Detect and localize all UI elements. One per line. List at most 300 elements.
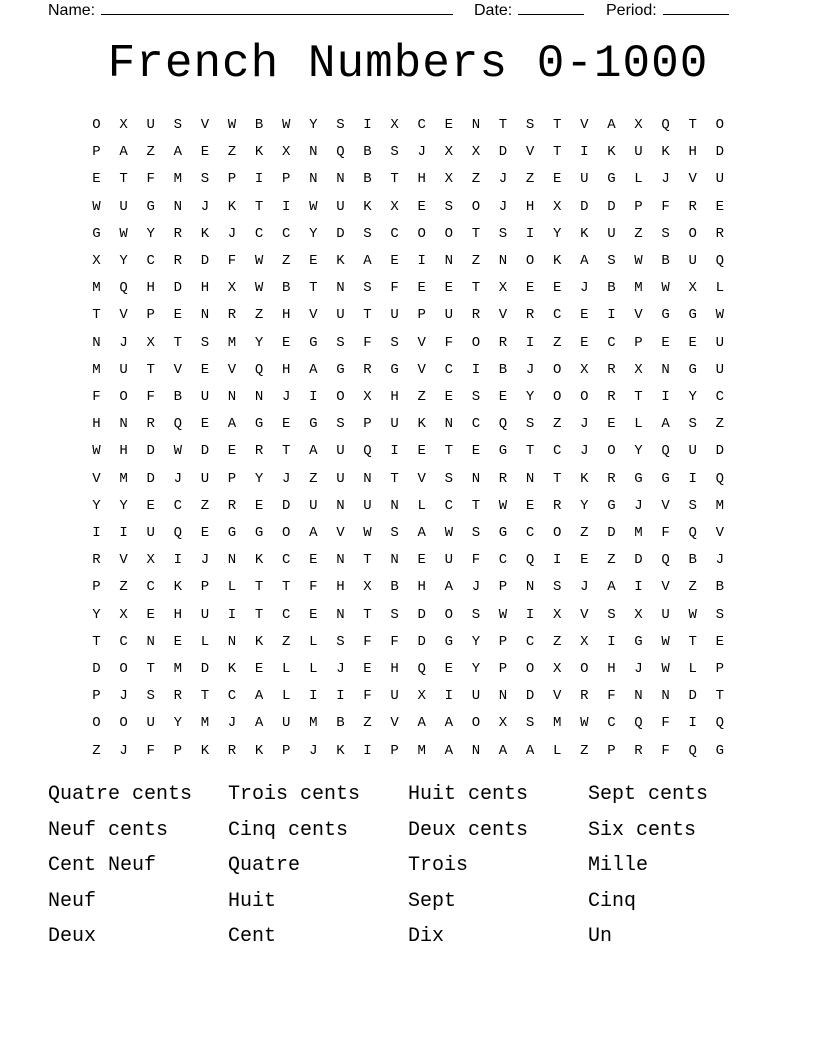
- grid-letter: I: [688, 715, 697, 732]
- grid-letter: R: [471, 307, 481, 324]
- grid-letter: Y: [634, 443, 643, 460]
- grid-letter: P: [200, 579, 210, 596]
- grid-letter: Z: [417, 389, 426, 405]
- grid-letter: X: [498, 715, 508, 732]
- grid-letter: F: [444, 334, 453, 351]
- grid-letter: D: [525, 688, 535, 705]
- grid-letter: A: [444, 715, 453, 732]
- grid-letter: O: [119, 661, 128, 677]
- grid-letter: X: [119, 606, 128, 623]
- grid-letter: E: [498, 389, 508, 405]
- grid-letter: G: [254, 525, 264, 541]
- grid-letter: L: [200, 633, 210, 650]
- grid-letter: S: [688, 416, 697, 433]
- word-bank-item: Cinq cents: [228, 818, 349, 842]
- grid-letter: N: [227, 389, 237, 405]
- grid-letter: T: [173, 334, 182, 351]
- grid-letter: E: [715, 198, 724, 215]
- grid-letter: B: [688, 552, 697, 569]
- grid-row: [83, 330, 733, 357]
- grid-letter: V: [227, 361, 237, 378]
- period-line[interactable]: [663, 0, 729, 15]
- grid-letter: Z: [715, 416, 724, 433]
- grid-letter: H: [200, 280, 210, 297]
- grid-letter: U: [444, 552, 453, 569]
- grid-row: [83, 221, 733, 248]
- grid-letter: X: [688, 280, 697, 297]
- grid-letter: T: [552, 117, 562, 133]
- grid-letter: P: [281, 742, 291, 759]
- grid-letter: U: [715, 334, 724, 351]
- grid-letter: R: [498, 470, 508, 487]
- grid-letter: U: [309, 497, 318, 514]
- grid-letter: N: [525, 579, 535, 596]
- grid-row: [83, 112, 733, 139]
- grid-letter: H: [390, 389, 399, 405]
- grid-letter: Z: [119, 579, 128, 596]
- grid-letter: G: [715, 742, 724, 759]
- grid-letter: D: [715, 443, 724, 460]
- grid-letter: T: [688, 633, 697, 650]
- grid-letter: A: [173, 144, 182, 161]
- grid-letter: S: [173, 117, 182, 133]
- grid-row: [83, 302, 733, 329]
- grid-letter: R: [173, 225, 182, 242]
- grid-letter: E: [173, 307, 182, 324]
- grid-letter: B: [607, 280, 616, 297]
- grid-letter: C: [227, 688, 237, 705]
- grid-letter: V: [498, 307, 508, 324]
- grid-letter: W: [498, 497, 508, 514]
- grid-letter: T: [309, 280, 318, 297]
- grid-letter: V: [580, 606, 589, 623]
- grid-letter: L: [417, 497, 426, 514]
- grid-letter: H: [173, 606, 182, 623]
- word-bank-item: Neuf cents: [48, 818, 169, 842]
- grid-letter: J: [580, 443, 589, 460]
- grid-letter: I: [363, 742, 372, 759]
- word-bank-item: Deux cents: [408, 818, 529, 842]
- grid-letter: E: [254, 497, 264, 514]
- grid-letter: R: [146, 416, 155, 433]
- date-label: Date:: [474, 2, 513, 19]
- grid-letter: A: [580, 253, 589, 269]
- grid-letter: N: [254, 389, 264, 405]
- word-bank-item: Sept cents: [588, 783, 709, 806]
- grid-letter: C: [552, 307, 562, 324]
- grid-letter: I: [552, 552, 562, 569]
- grid-letter: J: [119, 742, 128, 759]
- grid-letter: U: [688, 253, 697, 269]
- grid-letter: N: [444, 416, 453, 433]
- grid-letter: W: [254, 280, 264, 297]
- grid-letter: I: [119, 525, 128, 541]
- grid-letter: F: [390, 280, 399, 297]
- grid-letter: Z: [92, 742, 101, 759]
- grid-letter: C: [390, 225, 399, 242]
- grid-row: [83, 683, 733, 710]
- grid-letter: N: [390, 552, 399, 569]
- grid-letter: R: [227, 742, 237, 759]
- grid-letter: Z: [688, 579, 697, 596]
- grid-letter: E: [92, 171, 101, 188]
- grid-letter: I: [309, 389, 318, 405]
- grid-letter: Y: [309, 117, 318, 133]
- grid-letter: C: [525, 525, 535, 541]
- grid-letter: X: [119, 117, 128, 133]
- word-bank-item: Cent Neuf: [48, 854, 157, 878]
- grid-letter: Z: [552, 334, 562, 351]
- grid-letter: V: [580, 117, 589, 133]
- grid-letter: E: [200, 144, 210, 161]
- grid-letter: W: [227, 117, 237, 133]
- grid-letter: G: [661, 470, 670, 487]
- period-label: Period:: [606, 2, 657, 19]
- grid-letter: I: [580, 144, 589, 161]
- grid-letter: L: [688, 661, 697, 677]
- grid-letter: Z: [309, 470, 318, 487]
- grid-letter: X: [444, 171, 453, 188]
- name-line[interactable]: [101, 0, 453, 15]
- grid-letter: G: [227, 525, 237, 541]
- grid-letter: V: [634, 307, 643, 324]
- date-field[interactable]: [474, 0, 584, 20]
- grid-letter: C: [254, 225, 264, 242]
- grid-letter: T: [363, 552, 372, 569]
- grid-letter: K: [336, 742, 345, 759]
- grid-letter: K: [417, 416, 426, 433]
- grid-letter: U: [471, 688, 481, 705]
- grid-letter: M: [92, 361, 101, 378]
- grid-letter: V: [309, 307, 318, 324]
- grid-letter: X: [390, 117, 399, 133]
- grid-letter: P: [173, 742, 182, 759]
- grid-letter: U: [200, 470, 210, 487]
- grid-row: [83, 411, 733, 438]
- grid-letter: Q: [525, 552, 535, 569]
- grid-letter: J: [173, 470, 182, 487]
- grid-letter: I: [336, 688, 345, 705]
- grid-letter: N: [227, 633, 237, 650]
- grid-letter: G: [92, 225, 101, 242]
- grid-letter: J: [580, 579, 589, 596]
- grid-letter: E: [552, 171, 562, 188]
- grid-letter: K: [552, 253, 562, 269]
- grid-letter: Y: [92, 606, 101, 623]
- grid-letter: C: [607, 715, 616, 732]
- name-label: Name:: [48, 2, 96, 19]
- grid-letter: S: [444, 470, 453, 487]
- grid-letter: A: [607, 117, 616, 133]
- grid-letter: P: [607, 742, 616, 759]
- grid-letter: U: [607, 225, 616, 242]
- grid-letter: I: [92, 525, 101, 541]
- grid-letter: I: [661, 389, 670, 405]
- grid-letter: E: [200, 361, 210, 378]
- grid-letter: W: [444, 525, 453, 541]
- grid-letter: X: [498, 280, 508, 297]
- grid-letter: L: [281, 688, 291, 705]
- grid-letter: H: [525, 198, 535, 215]
- grid-letter: M: [200, 715, 210, 732]
- grid-letter: Y: [471, 661, 481, 677]
- grid-letter: C: [715, 389, 724, 405]
- grid-letter: O: [552, 525, 562, 541]
- grid-letter: G: [607, 171, 616, 188]
- grid-letter: V: [417, 470, 426, 487]
- grid-letter: L: [309, 633, 318, 650]
- grid-letter: Q: [634, 715, 643, 732]
- grid-letter: T: [471, 497, 481, 514]
- grid-letter: H: [607, 661, 616, 677]
- grid-letter: G: [688, 361, 697, 378]
- grid-letter: I: [254, 171, 264, 188]
- grid-letter: R: [254, 443, 264, 460]
- grid-letter: M: [119, 470, 128, 487]
- grid-letter: T: [634, 389, 643, 405]
- grid-letter: S: [471, 525, 481, 541]
- grid-letter: J: [336, 661, 345, 677]
- grid-letter: A: [444, 579, 453, 596]
- grid-letter: D: [417, 633, 426, 650]
- grid-letter: E: [254, 661, 264, 677]
- grid-letter: C: [281, 606, 291, 623]
- grid-letter: J: [471, 579, 481, 596]
- word-bank-item: Trois: [408, 854, 469, 878]
- grid-letter: G: [254, 416, 264, 433]
- grid-letter: G: [498, 443, 508, 460]
- grid-letter: N: [309, 171, 318, 188]
- grid-letter: Q: [254, 361, 264, 378]
- grid-letter: C: [417, 117, 426, 133]
- grid-letter: X: [634, 117, 643, 133]
- grid-letter: B: [715, 579, 724, 596]
- grid-letter: E: [200, 525, 210, 541]
- grid-letter: O: [417, 225, 426, 242]
- header: [0, 0, 816, 22]
- grid-letter: S: [715, 606, 724, 623]
- grid-letter: Y: [146, 225, 155, 242]
- grid-letter: O: [119, 389, 128, 405]
- grid-letter: Q: [173, 416, 182, 433]
- grid-letter: N: [336, 171, 345, 188]
- grid-letter: V: [119, 307, 128, 324]
- grid-letter: X: [92, 253, 101, 269]
- word-bank-item: Cinq: [588, 889, 637, 913]
- grid-letter: E: [580, 307, 589, 324]
- grid-letter: E: [444, 117, 453, 133]
- grid-letter: S: [200, 334, 210, 351]
- grid-letter: N: [119, 416, 128, 433]
- grid-letter: E: [146, 606, 155, 623]
- grid-letter: I: [281, 198, 291, 215]
- grid-letter: A: [254, 715, 264, 732]
- grid-letter: P: [417, 307, 426, 324]
- grid-letter: I: [363, 117, 372, 133]
- grid-letter: M: [309, 715, 318, 732]
- grid-letter: Y: [92, 497, 101, 514]
- grid-letter: T: [363, 606, 372, 623]
- grid-letter: F: [390, 633, 399, 650]
- grid-letter: I: [607, 633, 616, 650]
- word-bank-item: Quatre cents: [48, 783, 193, 806]
- grid-letter: N: [634, 688, 643, 705]
- grid-letter: O: [471, 198, 481, 215]
- grid-letter: T: [552, 470, 562, 487]
- grid-letter: M: [417, 742, 426, 759]
- grid-letter: N: [471, 742, 481, 759]
- grid-row: [83, 656, 733, 683]
- grid-letter: W: [309, 198, 318, 215]
- grid-letter: E: [173, 633, 182, 650]
- grid-letter: K: [200, 225, 210, 242]
- grid-letter: N: [498, 688, 508, 705]
- grid-letter: E: [417, 443, 426, 460]
- grid-letter: C: [281, 225, 291, 242]
- grid-letter: T: [281, 579, 291, 596]
- grid-letter: G: [444, 633, 453, 650]
- grid-letter: I: [417, 253, 426, 269]
- grid-letter: S: [363, 280, 372, 297]
- grid-letter: N: [444, 253, 453, 269]
- grid-letter: C: [119, 633, 128, 650]
- grid-letter: I: [688, 470, 697, 487]
- grid-letter: I: [471, 361, 481, 378]
- grid-letter: T: [390, 171, 399, 188]
- grid-row: [83, 574, 733, 601]
- grid-letter: F: [607, 688, 616, 705]
- grid-letter: U: [336, 443, 345, 460]
- grid-letter: P: [634, 334, 643, 351]
- grid-letter: V: [688, 171, 697, 188]
- grid-letter: R: [552, 497, 562, 514]
- grid-letter: E: [363, 661, 372, 677]
- grid-letter: G: [688, 307, 697, 324]
- grid-letter: B: [336, 715, 345, 732]
- grid-letter: J: [715, 552, 724, 569]
- grid-row: [83, 520, 733, 547]
- grid-letter: X: [363, 389, 372, 405]
- grid-row: [83, 384, 733, 411]
- grid-letter: A: [498, 742, 508, 759]
- grid-letter: Z: [634, 225, 643, 242]
- grid-letter: Q: [715, 253, 724, 269]
- grid-letter: J: [634, 661, 643, 677]
- grid-letter: Z: [525, 171, 535, 188]
- grid-letter: B: [390, 579, 399, 596]
- grid-letter: C: [146, 253, 155, 269]
- grid-letter: F: [309, 579, 318, 596]
- grid-letter: L: [281, 661, 291, 677]
- word-bank-item: Huit: [228, 889, 277, 913]
- grid-letter: J: [200, 552, 210, 569]
- grid-letter: U: [390, 307, 399, 324]
- grid-letter: V: [661, 497, 670, 514]
- grid-letter: P: [227, 171, 237, 188]
- grid-letter: O: [471, 715, 481, 732]
- grid-letter: S: [552, 579, 562, 596]
- grid-letter: V: [173, 361, 182, 378]
- grid-letter: D: [498, 144, 508, 161]
- word-bank-item: Dix: [408, 925, 445, 949]
- grid-letter: H: [688, 144, 697, 161]
- grid-letter: W: [661, 633, 670, 650]
- grid-letter: R: [173, 688, 182, 705]
- grid-letter: X: [552, 661, 562, 677]
- grid-letter: X: [634, 361, 643, 378]
- grid-letter: E: [580, 334, 589, 351]
- grid-letter: D: [417, 606, 426, 623]
- word-bank-item: Huit cents: [408, 783, 529, 806]
- period-field[interactable]: [606, 0, 729, 20]
- grid-letter: U: [336, 470, 345, 487]
- grid-letter: L: [715, 280, 724, 297]
- grid-letter: Y: [580, 497, 589, 514]
- grid-letter: T: [444, 443, 453, 460]
- grid-letter: C: [498, 552, 508, 569]
- grid-letter: O: [92, 715, 101, 732]
- grid-letter: R: [715, 225, 724, 242]
- grid-letter: G: [309, 334, 318, 351]
- grid-letter: Z: [552, 416, 562, 433]
- grid-letter: C: [281, 552, 291, 569]
- grid-letter: K: [227, 661, 237, 677]
- grid-letter: C: [444, 361, 453, 378]
- grid-letter: H: [390, 661, 399, 677]
- grid-letter: U: [444, 307, 453, 324]
- grid-letter: N: [661, 361, 670, 378]
- grid-letter: W: [661, 280, 670, 297]
- grid-letter: Z: [471, 253, 481, 269]
- word-bank-item: Deux: [48, 925, 97, 949]
- word-bank-item: Cent: [228, 925, 277, 949]
- grid-letter: E: [525, 497, 535, 514]
- grid-letter: D: [281, 497, 291, 514]
- name-field[interactable]: [48, 0, 453, 20]
- grid-letter: Z: [281, 633, 291, 650]
- grid-row: [83, 438, 733, 465]
- grid-letter: H: [336, 579, 345, 596]
- grid-letter: T: [254, 579, 264, 596]
- grid-letter: D: [200, 661, 210, 677]
- grid-letter: F: [363, 334, 372, 351]
- grid-letter: S: [146, 688, 155, 705]
- grid-letter: N: [390, 497, 399, 514]
- grid-letter: U: [634, 144, 643, 161]
- grid-letter: Q: [498, 416, 508, 433]
- grid-letter: M: [552, 715, 562, 732]
- grid-letter: A: [417, 525, 426, 541]
- grid-letter: S: [471, 389, 481, 405]
- grid-letter: B: [363, 171, 372, 188]
- grid-letter: E: [580, 552, 589, 569]
- date-line[interactable]: [518, 0, 584, 15]
- grid-letter: Y: [688, 389, 697, 405]
- grid-letter: M: [173, 661, 182, 677]
- grid-letter: A: [119, 144, 128, 161]
- word-bank-item: Un: [588, 925, 613, 949]
- grid-letter: Q: [661, 117, 670, 133]
- grid-row: [83, 194, 733, 221]
- page-title: French Numbers 0-1000: [107, 38, 709, 90]
- grid-letter: U: [580, 171, 589, 188]
- grid-letter: F: [227, 253, 237, 269]
- word-bank-item: Sept: [408, 889, 457, 913]
- grid-letter: E: [309, 606, 318, 623]
- grid-letter: U: [661, 606, 670, 623]
- grid-letter: G: [634, 470, 643, 487]
- grid-letter: O: [444, 225, 453, 242]
